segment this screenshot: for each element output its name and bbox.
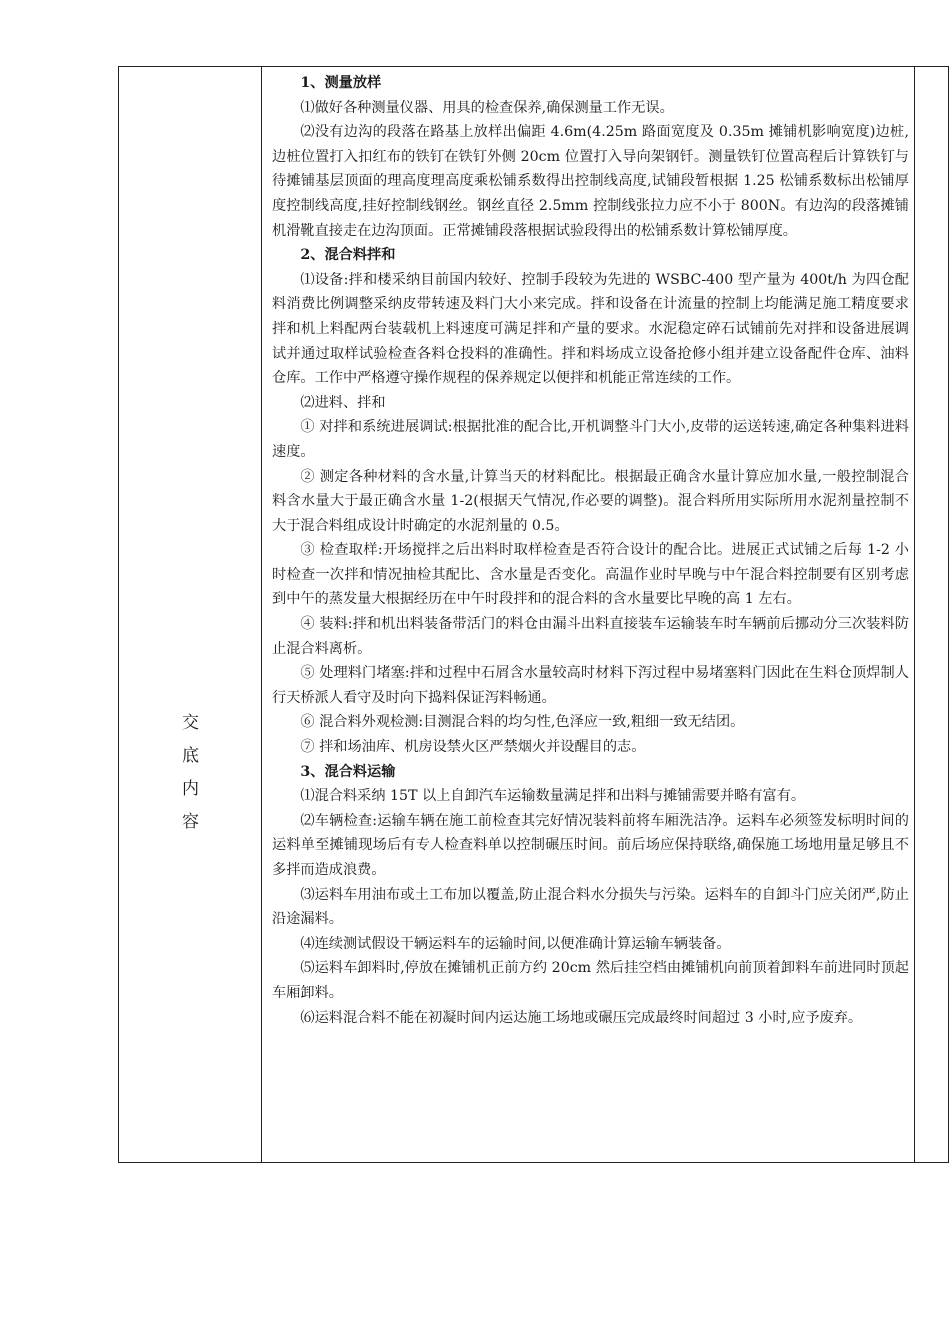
content-cell <box>272 71 909 1030</box>
label-text-vertical <box>119 707 262 839</box>
paragraph: ⑴做好各种测量仪器、用具的检查保养,确保测量工作无误。 <box>300 99 674 116</box>
paragraph: ⑹运料混合料不能在初凝时间内运达施工场地或碾压完成最终时间超过 3 小时,应予废弃。 <box>300 1009 863 1026</box>
paragraph: ② 测定各种材料的含水量,计算当天的材料配比。根据最正确含水量计算应加水量,一般控制混合料含水量大于最正确含水量 1-2(根据天气情况,作必要的调整)。混合料所用实际所用水泥剂量控制不大于混合料组成设计时确定的水泥剂量的 0.5。 <box>272 468 909 534</box>
section-heading-mixing: 2、混合料拌和 <box>300 247 396 264</box>
handover-table <box>118 66 949 1163</box>
paragraph: ⑶运料车用油布或土工布加以覆盖,防止混合料水分损失与污染。运料车的自卸斗门应关闭严,防止沿途漏料。 <box>272 886 909 928</box>
paragraph: ⑵车辆检查:运输车辆在施工前检查其完好情况装料前将车厢洗洁净。运料车必须签发标明时间的运料单至摊铺现场后有专人检查料单以控制碾压时间。前后场应保持联络,确保施工场地用量足够且不多拌而造成浪费。 <box>272 812 909 878</box>
paragraph: ④ 装料:拌和机出料装备带活门的料仓由漏斗出料直接装车运输装车时车辆前后挪动分三次装料防止混合料离析。 <box>272 616 909 657</box>
paragraph: ⑦ 拌和场油库、机房设禁火区严禁烟火并设醒目的志。 <box>300 739 646 756</box>
paragraph: ⑥ 混合料外观检测:目测混合料的均匀性,色泽应一致,粗细一致无结团。 <box>300 714 745 731</box>
paragraph: ⑴混合料采纳 15T 以上自卸汽车运输数量满足拌和出料与摊铺需要并略有富有。 <box>300 788 806 805</box>
label-char: 容 <box>182 812 199 832</box>
paragraph: ⑴设备:拌和楼采纳目前国内较好、控制手段较为先进的 WSBC-400 型产量为 400t/h 为四仓配料消费比例调整采纳皮带转速及料门大小来完成。拌和设备在计流量的控制上均能满足施工精度要求拌和机上料配两台装载机上料速度可满足拌和产量的要求。水泥稳定碎石试铺前先对拌和设备进展调试并通过取样试验检查各料仓投料的准确性。拌和料场成立设备抢修小组并建立设备配件仓库、油料仓库。工作中严格遵守操作规程的保养规定以便拌和机能正常连续的工作。 <box>272 271 909 387</box>
paragraph: ⑷连续测试假设干辆运料车的运输时间,以便准确计算运输车辆装备。 <box>300 935 731 952</box>
label-char: 底 <box>182 746 199 766</box>
paragraph: ③ 检查取样:开场搅拌之后出料时取样检查是否符合设计的配合比。进展正式试铺之后每 1-2 小时检查一次拌和情况抽检其配比、含水量是否变化。高温作业时早晚与中午混合料控制要有区别考虑到中午的蒸发量大根据经历在中午时段拌和的混合料的含水量要比早晚的高 1 左右。 <box>272 542 909 608</box>
column-divider-right <box>914 67 915 1162</box>
label-char: 交 <box>182 713 199 733</box>
paragraph: ⑵没有边沟的段落在路基上放样出偏距 4.6m(4.25m 路面宽度及 0.35m 摊铺机影响宽度)边桩,边桩位置打入扣红布的铁钉在铁钉外侧 20cm 位置打入导向架钢钎。测量铁钉位置高程后计算铁钉与待摊铺基层顶面的理高度理高度乘松铺系数得出控制线高度,试铺段暂根据 1.25 松铺系数标出松铺厚度控制线高度,挂好控制线钢丝。钢丝直径 2.5mm 控制线张拉力应不小于 800N。有边沟的段落摊铺机滑靴直接走在边沟顶面。正常摊铺段落根据试验段得出的松铺系数计算松铺厚度。 <box>272 124 909 239</box>
label-cell <box>119 67 262 1162</box>
paragraph: ① 对拌和系统进展调试:根据批准的配合比,开机调整斗门大小,皮带的运送转速,确定各种集料进料速度。 <box>272 419 909 460</box>
section-heading-transport: 3、混合料运输 <box>300 763 396 780</box>
paragraph: ⑤ 处理料门堵塞:拌和过程中石屑含水量较高时材料下泻过程中易堵塞料门因此在生料仓顶焊制人行天桥派人看守及时向下捣料保证泻料畅通。 <box>272 665 909 706</box>
label-char: 内 <box>182 779 199 799</box>
paragraph: ⑸运料车卸料时,停放在摊铺机正前方约 20cm 然后挂空档由摊铺机向前顶着卸料车前进同时顶起车厢卸料。 <box>272 960 909 1001</box>
paragraph: ⑵进料、拌和 <box>300 394 386 411</box>
section-heading-survey: 1、测量放样 <box>300 75 382 91</box>
